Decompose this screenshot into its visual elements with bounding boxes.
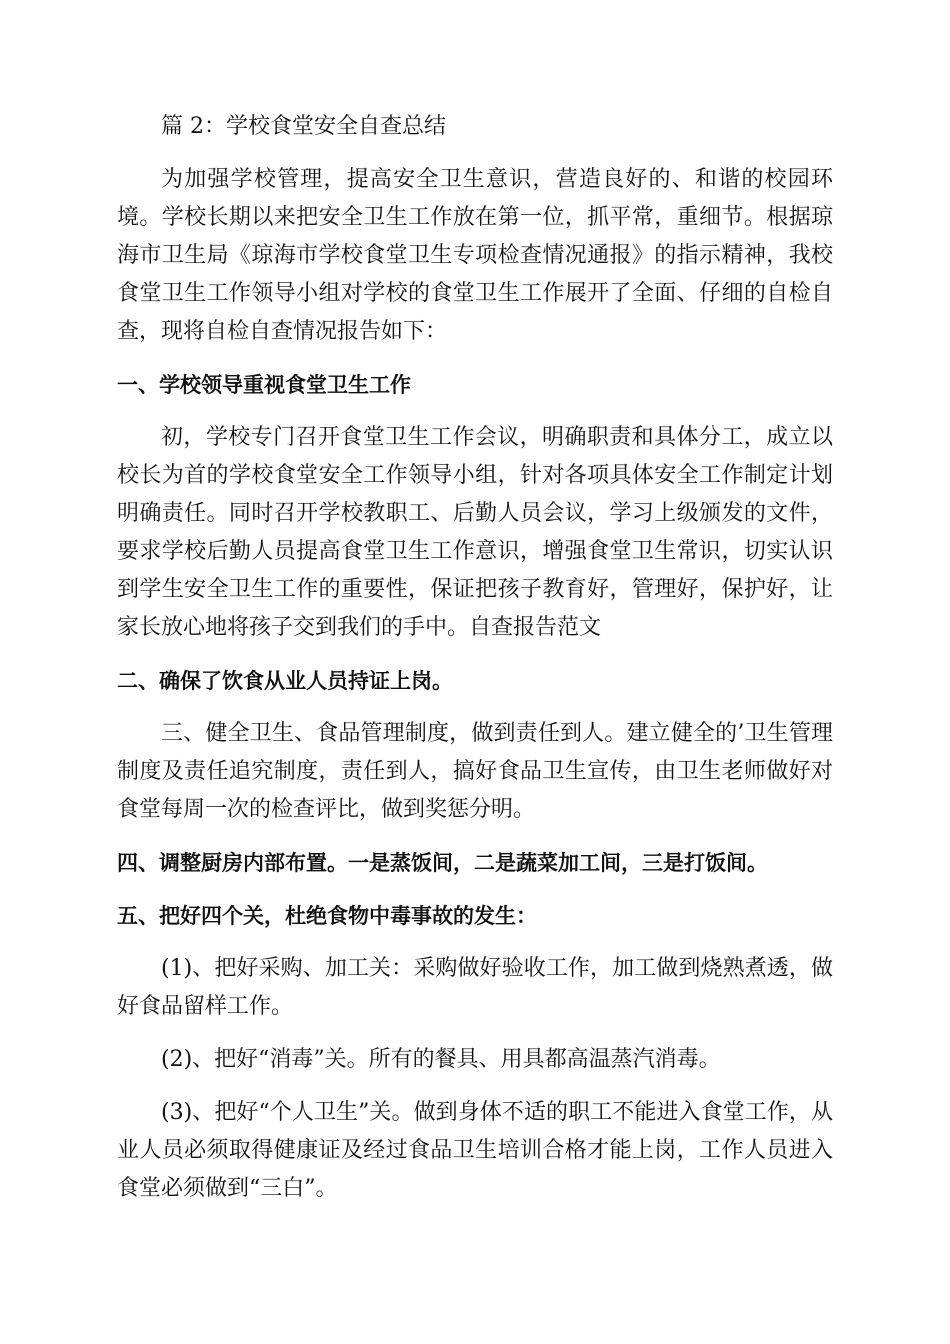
section-heading-5: 五、把好四个关，杜绝食物中毒事故的发生： bbox=[117, 904, 537, 928]
section-3-paragraph: 三、健全卫生、食品管理制度，做到责任到人。建立健全的’卫生管理制度及责任追究制度，责任到人，搞好食品卫生宣传，由卫生老师做好对食堂每周一次的检查评比，做到奖惩分明。 bbox=[117, 721, 833, 822]
sub-item-3: (3)、把好“个人卫生”关。做到身体不适的职工不能进入食堂工作，从业人员必须取得健康证及经过食品卫生培训合格才能上岗，工作人员进入食堂必须做到“三白”。 bbox=[117, 1100, 833, 1201]
sub-item-2: (2)、把好“消毒”关。所有的餐具、用具都高温蒸汽消毒。 bbox=[161, 1047, 721, 1072]
intro-paragraph: 为加强学校管理，提高安全卫生意识，营造良好的、和谐的校园环境。学校长期以来把安全卫生工作放在第一位，抓平常，重细节。根据琼海市卫生局《琼海市学校食堂卫生专项检查情况通报》的指示精神，我校食堂卫生工作领导小组对学校的食堂卫生工作展开了全面、仔细的自检自查，现将自检自查情况报告如下： bbox=[117, 167, 833, 344]
section-heading-1: 一、学校领导重视食堂卫生工作 bbox=[117, 373, 411, 397]
sub-item-1: (1)、把好采购、加工关：采购做好验收工作，加工做到烧熟煮透，做好食品留样工作。 bbox=[117, 956, 833, 1019]
section-heading-2: 二、确保了饮食从业人员持证上岗。 bbox=[117, 669, 453, 693]
document-page bbox=[117, 108, 833, 1208]
section-1-paragraph: 初，学校专门召开食堂卫生工作会议，明确职责和具体分工，成立以校长为首的学校食堂安全工作领导小组，针对各项具体安全工作制定计划明确责任。同时召开学校教职工、后勤人员会议，学习上级颁发的文件，要求学校后勤人员提高食堂卫生工作意识，增强食堂卫生常识，切实认识到学生安全卫生工作的重要性，保证把孩子教育好，管理好，保护好，让家长放心地将孩子交到我们的手中。自查报告范文 bbox=[117, 425, 833, 640]
document-title: 篇 2：学校食堂安全自查总结 bbox=[161, 114, 446, 139]
section-heading-4: 四、调整厨房内部布置。一是蒸饭间，二是蔬菜加工间，三是打饭间。 bbox=[117, 851, 768, 875]
